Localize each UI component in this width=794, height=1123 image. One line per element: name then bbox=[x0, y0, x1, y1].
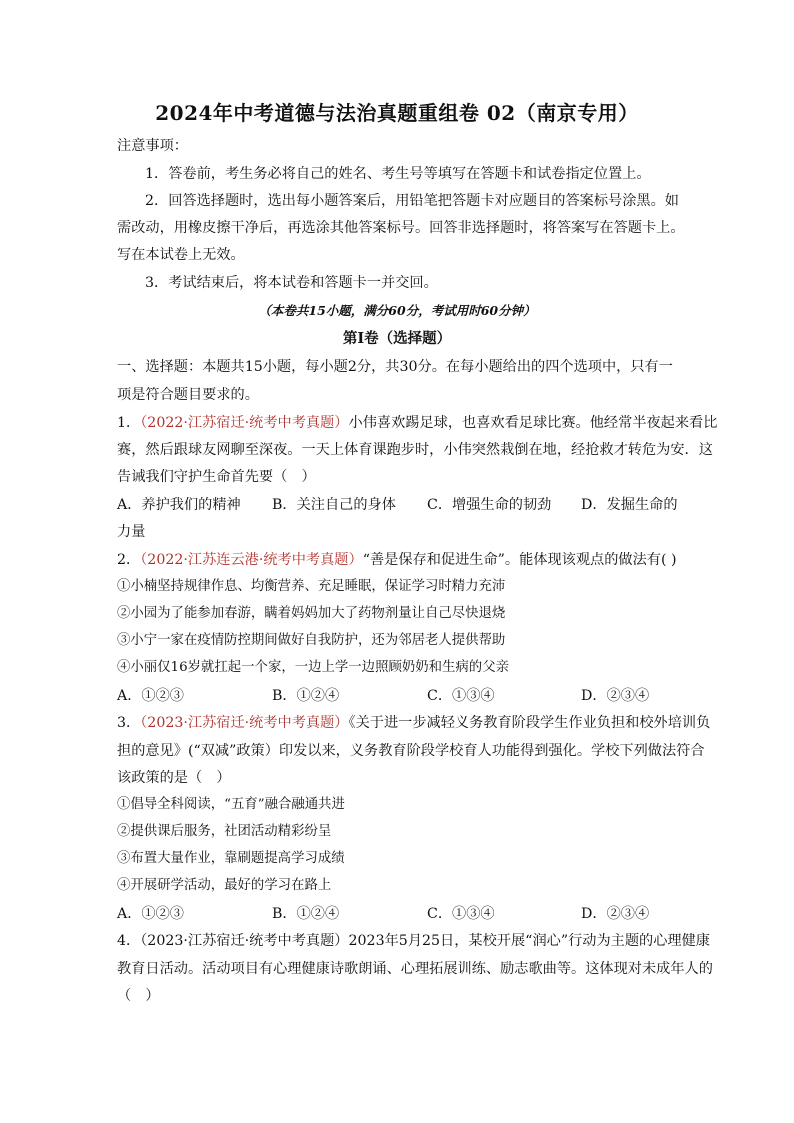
question-1-line-1 bbox=[117, 413, 717, 433]
question-2-option-b: B．①②④ bbox=[272, 688, 340, 704]
question-3-statement-4: ④开展研学活动，最好的学习在路上 bbox=[117, 878, 332, 893]
question-2-option-a: A．①②③ bbox=[117, 688, 184, 704]
question-2-option-c: C．①③④ bbox=[427, 688, 495, 704]
question-number: 2． bbox=[117, 552, 141, 568]
notice-item-2-line-2: 需改动，用橡皮擦干净后，再选涂其他答案标号。回答非选择题时，将答案写在答题卡上。 bbox=[117, 220, 685, 236]
question-1-option-d-continued: 力量 bbox=[117, 524, 146, 540]
question-text: 《关于进一步减轻义务教育阶段学生作业负担和校外培训负 bbox=[348, 715, 711, 731]
notice-heading: 注意事项： bbox=[117, 138, 188, 154]
section-title: 第I卷（选择题） bbox=[342, 330, 452, 347]
question-3-option-d: D．②③④ bbox=[581, 906, 650, 922]
notice-item-2-line-1: 2．回答选择题时，选出每小题答案后，用铅笔把答题卡对应题目的答案标号涂黑。如 bbox=[145, 193, 679, 209]
question-1-line-2: 赛，然后跟球友网聊至深夜。一天上体育课跑步时，小伟突然栽倒在地，经抢救才转危为安．这 bbox=[117, 442, 713, 458]
question-3-line-2: 担的意见》(“双减”政策）印发以来，义务教育阶段学校育人功能得到强化。学校下列做法符合 bbox=[117, 743, 705, 759]
question-3-statement-1: ①倡导全科阅读，“五育”融合融通共进 bbox=[117, 797, 345, 812]
question-2-line-1 bbox=[117, 550, 677, 570]
question-3-option-b: B．①②④ bbox=[272, 906, 340, 922]
question-text: “善是保存和促进生命”。能体现该观点的做法有( ) bbox=[362, 552, 677, 568]
question-1-option-a: A．养护我们的精神 bbox=[117, 497, 241, 513]
section-instruction-line-1: 一、选择题：本题共15小题，每小题2分，共30分。在每小题给出的四个选项中，只有一 bbox=[117, 359, 673, 375]
question-1-option-d: D．发掘生命的 bbox=[581, 497, 678, 513]
question-3-option-a: A．①②③ bbox=[117, 906, 184, 922]
question-number: 1． bbox=[117, 415, 141, 431]
question-4-line-1 bbox=[117, 931, 710, 951]
question-text: 2023年5月25日，某校开展“润心”行动为主题的心理健康 bbox=[348, 933, 710, 949]
page-title: 2024年中考道德与法治真题重组卷 02（南京专用） bbox=[155, 101, 639, 125]
question-2-statement-4: ④小丽仅16岁就扛起一个家，一边上学一边照顾奶奶和生病的父亲 bbox=[117, 660, 509, 675]
question-1-line-3: 告诫我们守护生命首先要（ ） bbox=[117, 469, 316, 485]
question-1-option-b: B．关注自己的身体 bbox=[272, 497, 396, 513]
question-3-statement-3: ③布置大量作业，靠刷题提高学习成绩 bbox=[117, 851, 345, 866]
question-1-option-c: C．增强生命的韧劲 bbox=[427, 497, 552, 513]
question-source: （2023·江苏宿迁·统考中考真题） bbox=[140, 715, 349, 731]
question-3-option-c: C．①③④ bbox=[427, 906, 495, 922]
question-4-line-2: 教育日活动。活动项目有心理健康诗歌朗诵、心理拓展训练、励志歌曲等。这体现对未成年人的 bbox=[117, 961, 713, 977]
section-instruction-line-2: 项是符合题目要求的。 bbox=[117, 387, 259, 403]
question-source: （2023·江苏宿迁·统考中考真题） bbox=[140, 933, 349, 949]
question-2-option-d: D．②③④ bbox=[581, 688, 650, 704]
question-2-statement-3: ③小宁一家在疫情防控期间做好自我防护，还为邻居老人提供帮助 bbox=[117, 633, 506, 648]
question-3-line-1 bbox=[117, 713, 710, 733]
exam-info: （本卷共15小题，满分60分，考试用时60分钟） bbox=[258, 303, 536, 318]
question-number: 4． bbox=[117, 933, 141, 949]
notice-item-3: 3．考试结束后，将本试卷和答题卡一并交回。 bbox=[145, 275, 438, 291]
question-2-statement-1: ①小楠坚持规律作息、均衡营养、充足睡眠，保证学习时精力充沛 bbox=[117, 579, 506, 594]
question-4-line-3: （ ） bbox=[117, 988, 160, 1004]
notice-item-1: 1．答卷前，考生务必将自己的姓名、考生号等填写在答题卡和试卷指定位置上。 bbox=[145, 166, 651, 182]
question-number: 3． bbox=[117, 715, 141, 731]
question-source: （2022·江苏连云港·统考中考真题） bbox=[140, 552, 363, 568]
question-source: （2022·江苏宿迁·统考中考真题） bbox=[140, 415, 349, 431]
question-3-line-3: 该政策的是（ ） bbox=[117, 770, 231, 786]
notice-item-2-line-3: 写在本试卷上无效。 bbox=[117, 247, 245, 263]
question-3-statement-2: ②提供课后服务，社团活动精彩纷呈 bbox=[117, 824, 332, 839]
question-text: 小伟喜欢踢足球，也喜欢看足球比赛。他经常半夜起来看比 bbox=[348, 415, 718, 431]
question-2-statement-2: ②小园为了能参加春游，瞒着妈妈加大了药物剂量让自己尽快退烧 bbox=[117, 606, 506, 621]
